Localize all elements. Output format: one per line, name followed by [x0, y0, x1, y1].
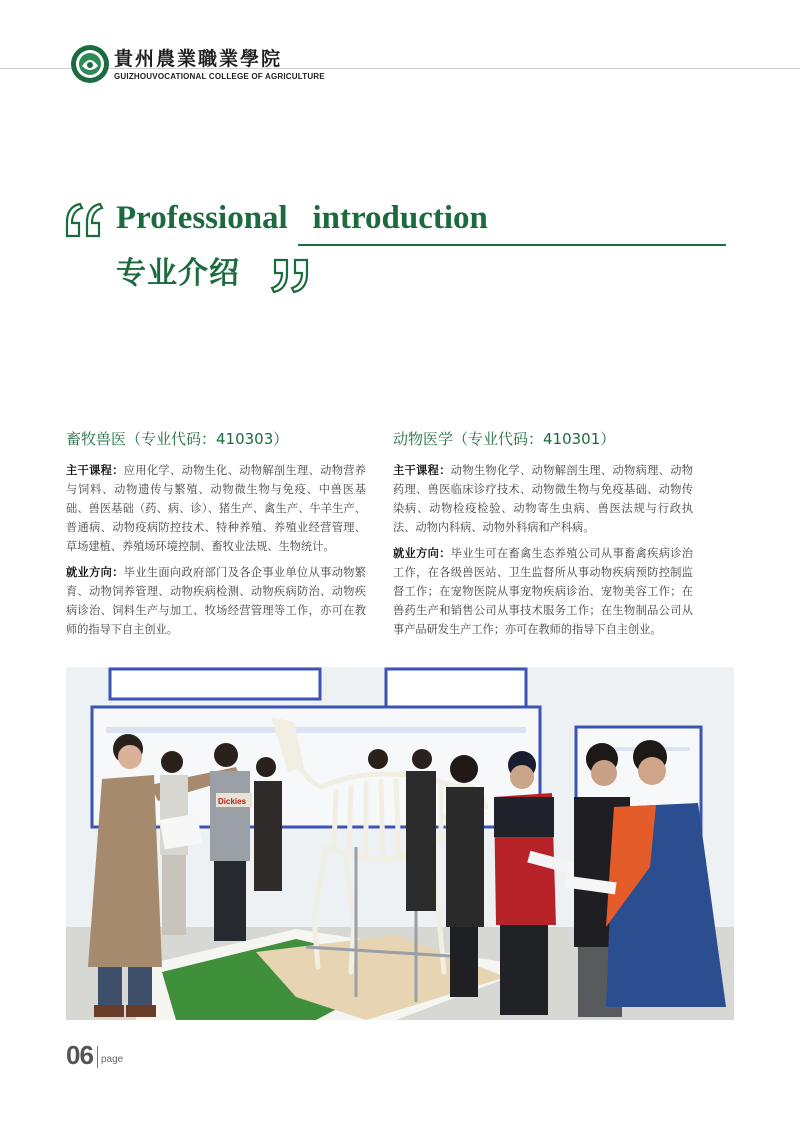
page-number: 06	[66, 1040, 93, 1070]
courses-paragraph	[393, 461, 693, 537]
open-quote-icon	[64, 198, 104, 240]
classroom-illustration	[66, 667, 734, 1020]
school-name-cn: 貴州農業職業學院	[114, 48, 283, 70]
major-veterinary-medicine	[393, 428, 693, 646]
college-logo-icon	[70, 44, 110, 84]
page-label: page	[101, 1054, 124, 1065]
jobs-paragraph	[66, 563, 366, 639]
major-animal-husbandry	[66, 428, 366, 646]
jobs-label: 就业方向：	[393, 547, 451, 560]
courses-text: 应用化学、动物生化、动物解剖生理、动物营养与饲料、动物遗传与繁殖、动物微生物与免疫、中兽医基础、兽医基础（药、病、诊）、猪生产、禽生产、牛羊生产、普通病、动物疫病防控技术、特种养殖、养殖业经营管理、草场建植、养殖场环境控制、畜牧业法规、生物统计。	[66, 464, 366, 553]
section-title-cn: 专业介绍	[116, 256, 240, 291]
school-name-en: GUIZHOUVOCATIONAL COLLEGE OF AGRICULTURE	[114, 72, 325, 81]
courses-label: 主干课程：	[66, 464, 124, 477]
classroom-photo	[66, 667, 734, 1020]
jobs-label: 就业方向：	[66, 566, 124, 579]
jobs-text: 毕业生面向政府部门及各企事业单位从事动物繁育、动物饲养管理、动物疾病检测、动物疾病防治、动物疾病诊治、饲料生产与加工、牧场经营管理等工作，亦可在教师的指导下自主创业。	[66, 566, 366, 636]
courses-text: 动物生物化学、动物解剖生理、动物病理、动物药理、兽医临床诊疗技术、动物微生物与免疫基础、动物传染病、动物检疫检验、动物寄生虫病、兽医法规与行政执法、动物内科病、动物外科病和产科病。	[393, 464, 693, 534]
close-quote-icon	[270, 256, 310, 298]
section-title-en: Professional introduction	[116, 200, 488, 236]
jobs-paragraph	[393, 544, 693, 639]
jobs-text: 毕业生可在畜禽生态养殖公司从事畜禽疾病诊治工作，在各级兽医站、卫生监督所从事动物疾病预防控制监督工作；在宠物医院从事宠物疾病诊治、宠物美容工作；在兽药生产和销售公司从事技术服务工作；在生物制品公司从事产品研发生产工作；亦可在教师的指导下自主创业。	[393, 547, 693, 636]
courses-label: 主干课程：	[393, 464, 451, 477]
title-underline	[298, 244, 726, 246]
major-title: 动物医学（专业代码：410301）	[393, 430, 616, 448]
courses-paragraph	[66, 461, 366, 556]
jacket-logo: Dickies	[218, 797, 247, 806]
major-title: 畜牧兽医（专业代码：410303）	[66, 430, 289, 448]
page-number-divider	[97, 1046, 98, 1068]
